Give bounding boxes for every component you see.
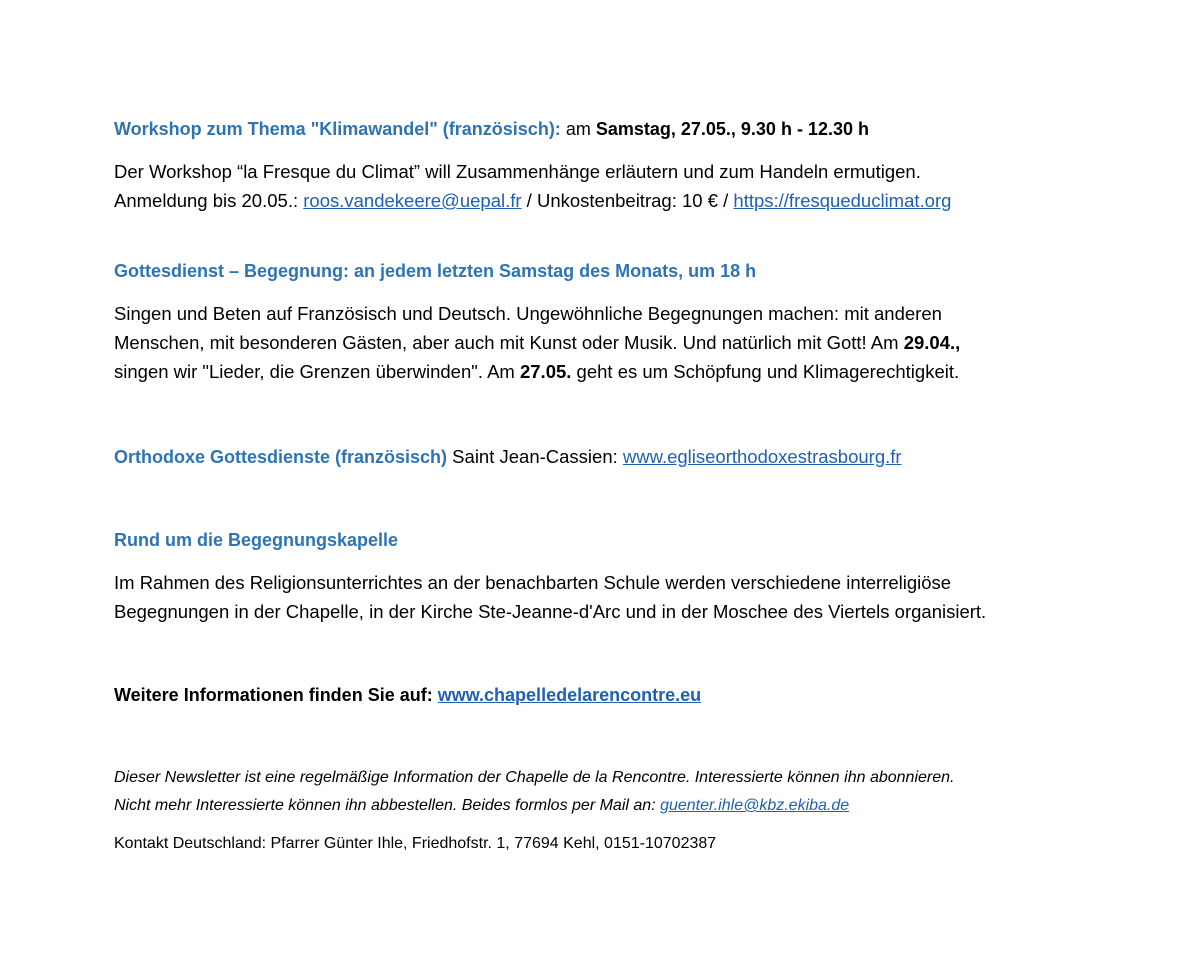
chapel-heading: Rund um die Begegnungskapelle [114, 530, 399, 550]
service-section [114, 258, 1114, 386]
service-line-2 [114, 328, 1114, 357]
service-date-1: 29.04., [903, 332, 961, 353]
chapel-description [114, 568, 1114, 626]
orthodox-section [114, 442, 1114, 472]
more-info-section [114, 682, 1114, 708]
service-heading: Gottesdienst – Begegnung: an jedem letzten Samstag des Monats, um 18 h [114, 261, 757, 281]
contact-section [114, 832, 1114, 856]
newsletter-text [114, 764, 1114, 820]
orthodox-line [114, 442, 1114, 472]
workshop-registration-prefix: Anmeldung bis 20.05.: [114, 190, 304, 211]
main-website-link[interactable]: www.chapelledelarencontre.eu [437, 685, 702, 705]
service-line-2-text: Menschen, mit besonderen Gästen, aber auch mit Kunst oder Musik. Und natürlich mit Gott! Am [114, 332, 904, 353]
newsletter-line-2 [114, 792, 1114, 820]
workshop-description [114, 157, 1114, 215]
workshop-line-1: Der Workshop “la Fresque du Climat” will Zusammenhänge erläutern und zum Handeln ermutigen. [114, 161, 921, 182]
service-description [114, 299, 1114, 386]
workshop-line-2 [114, 186, 1114, 215]
newsletter-email-link[interactable]: guenter.ihle@kbz.ekiba.de [660, 797, 850, 814]
newsletter-note [114, 764, 1114, 820]
newsletter-line-2-text: Nicht mehr Interessierte können ihn abbestellen. Beides formlos per Mail an: [114, 797, 661, 814]
service-line-3-text: singen wir "Lieder, die Grenzen überwinden". Am [114, 361, 520, 382]
service-line-3-suffix: geht es um Schöpfung und Klimagerechtigkeit. [571, 361, 960, 382]
service-line-3 [114, 357, 1114, 386]
workshop-email-link[interactable]: roos.vandekeere@uepal.fr [303, 190, 522, 211]
contact-text: Kontakt Deutschland: Pfarrer Günter Ihle, Friedhofstr. 1, 77694 Kehl, 0151-10702387 [114, 835, 717, 852]
orthodox-location: Saint Jean-Cassien: [447, 446, 623, 467]
workshop-website-link[interactable]: https://fresqueduclimat.org [733, 190, 952, 211]
service-line-1: Singen und Beten auf Französisch und Deutsch. Ungewöhnliche Begegnungen machen: mit anderen [114, 303, 942, 324]
workshop-section [114, 116, 1114, 215]
chapel-section [114, 527, 1114, 626]
chapel-line-1: Im Rahmen des Religionsunterrichtes an der benachbarten Schule werden verschiedene interreligiöse [114, 572, 952, 593]
service-date-2: 27.05. [519, 361, 572, 382]
orthodox-title: Orthodoxe Gottesdienste (französisch) [114, 447, 448, 467]
workshop-heading [114, 116, 1114, 142]
orthodox-website-link[interactable]: www.egliseorthodoxestrasbourg.fr [622, 446, 902, 467]
workshop-fee-text: / Unkostenbeitrag: 10 € / [521, 190, 734, 211]
workshop-title: Workshop zum Thema "Klimawandel" (französisch): [114, 119, 561, 139]
workshop-when-prefix: am [560, 119, 596, 139]
chapel-line-2: Begegnungen in der Chapelle, in der Kirche Ste-Jeanne-d'Arc und in der Moschee des Viertels organisiert. [114, 601, 987, 622]
newsletter-line-1: Dieser Newsletter ist eine regelmäßige Information der Chapelle de la Rencontre. Interessierte können ihn abonnieren. [114, 769, 955, 786]
more-info-line [114, 682, 1114, 708]
workshop-date: Samstag, 27.05., 9.30 h - 12.30 h [595, 119, 869, 139]
newsletter-page [114, 0, 1114, 955]
more-info-label: Weitere Informationen finden Sie auf: [114, 685, 438, 705]
